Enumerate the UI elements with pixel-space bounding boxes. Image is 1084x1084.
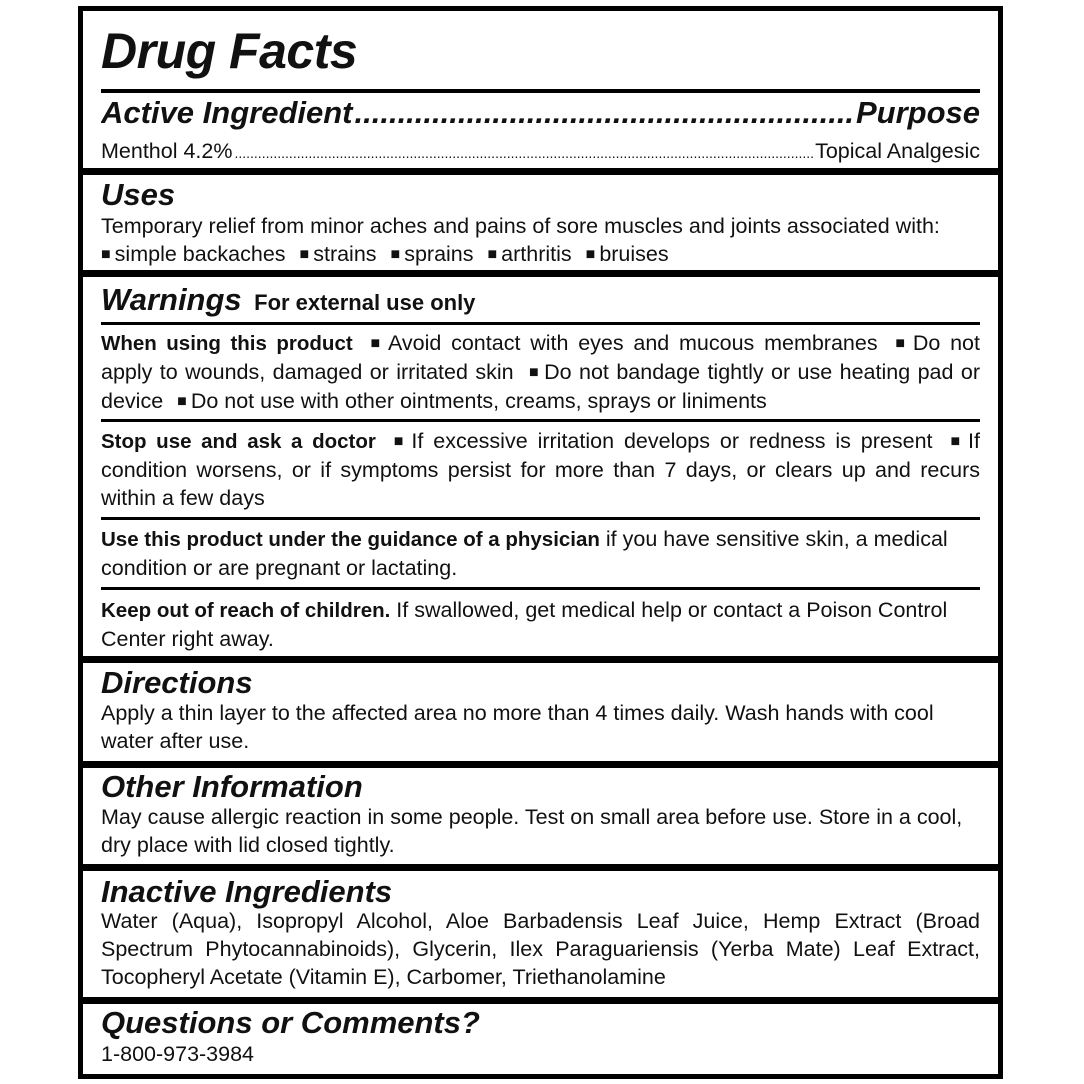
dot-leader	[355, 96, 854, 130]
black-square-icon: ■	[950, 433, 965, 450]
black-square-icon: ■	[299, 246, 310, 263]
physician-block	[101, 525, 980, 582]
section-divider	[83, 270, 998, 277]
list-item: simple backaches	[114, 242, 286, 266]
directions-text: Apply a thin layer to the affected area no more than 4 times daily. Wash hands with cool water after use.	[101, 701, 934, 753]
black-square-icon: ■	[895, 335, 909, 352]
active-ingredient-heading	[101, 96, 980, 130]
black-square-icon: ■	[390, 246, 401, 263]
black-square-icon: ■	[370, 335, 384, 352]
drug-facts-panel	[78, 6, 1003, 1079]
questions-heading: Questions or Comments?	[101, 1005, 480, 1040]
subsection-divider	[101, 419, 980, 422]
section-divider	[83, 761, 998, 768]
black-square-icon: ■	[487, 246, 498, 263]
page-title: Drug Facts	[101, 23, 358, 79]
uses-body	[101, 212, 980, 269]
list-item: Avoid contact with eyes and mucous membranes	[387, 331, 878, 355]
other-info-heading: Other Information	[101, 769, 363, 804]
active-ingredient-purpose: Topical Analgesic	[815, 139, 980, 163]
stop-use-label: Stop use and ask a doctor	[101, 430, 376, 453]
list-item: Do not apply to wounds, damaged or irritated skin	[101, 331, 980, 384]
list-item: bruises	[599, 242, 669, 266]
children-block	[101, 596, 980, 653]
warnings-heading: Warnings	[101, 282, 242, 317]
warnings-subheading: For external use only	[254, 290, 476, 315]
inactive-text: Water (Aqua), Isopropyl Alcohol, Aloe Barbadensis Leaf Juice, Hemp Extract (Broad Spectrum Phytocannabinoids), Glycerin, Ilex Paraguariensis (Yerba Mate) Leaf Extract, Tocopheryl Acetate (Vitamin E), Carbomer, Triethanolamine	[101, 909, 980, 989]
section-divider	[83, 656, 998, 663]
subsection-divider	[101, 587, 980, 590]
warnings-heading-row	[101, 283, 980, 317]
children-text: If swallowed, get medical help or contact a Poison Control Center right away.	[101, 598, 948, 651]
black-square-icon: ■	[101, 246, 111, 263]
physician-label: Use this product under the guidance of a physician	[101, 528, 600, 551]
inactive-heading: Inactive Ingredients	[101, 874, 393, 909]
subsection-divider	[101, 517, 980, 520]
list-item: arthritis	[501, 242, 572, 266]
purpose-heading: Purpose	[855, 96, 980, 130]
uses-list	[101, 240, 980, 269]
active-heading-left: Active Ingredient	[101, 96, 353, 130]
black-square-icon: ■	[393, 433, 408, 450]
when-using-label: When using this product	[101, 332, 353, 355]
uses-heading: Uses	[101, 177, 176, 212]
black-square-icon: ■	[585, 246, 596, 263]
list-item: Do not use with other ointments, creams, sprays or liniments	[190, 389, 767, 413]
list-item: If excessive irritation develops or redness is present	[411, 429, 933, 453]
children-label: Keep out of reach of children.	[101, 599, 391, 622]
dot-leader	[234, 139, 813, 167]
list-item: strains	[313, 242, 377, 266]
black-square-icon: ■	[529, 364, 541, 381]
stop-use-block	[101, 427, 980, 512]
active-ingredient-name: Menthol 4.2%	[101, 139, 233, 163]
subsection-divider	[101, 322, 980, 325]
phone-number: 1-800-973-3984	[101, 1042, 255, 1066]
directions-heading: Directions	[101, 665, 253, 700]
list-item: If condition worsens, or if symptoms persist for more than 7 days, or clears up and recurs within a few days	[101, 429, 980, 510]
other-info-text: May cause allergic reaction in some people. Test on small area before use. Store in a cool, dry place with lid closed tightly.	[101, 805, 963, 857]
black-square-icon: ■	[177, 393, 187, 410]
title-divider	[101, 89, 980, 93]
section-divider	[83, 864, 998, 871]
uses-intro: Temporary relief from minor aches and pains of sore muscles and joints associated with:	[101, 214, 940, 238]
active-ingredient-row	[101, 137, 980, 167]
section-divider	[83, 997, 998, 1004]
physician-text: if you have sensitive skin, a medical condition or are pregnant or lactating.	[101, 527, 948, 580]
when-using-block	[101, 329, 980, 416]
list-item: Do not bandage tightly or use heating pad or device	[101, 360, 980, 413]
list-item: sprains	[404, 242, 474, 266]
section-divider	[83, 168, 998, 175]
